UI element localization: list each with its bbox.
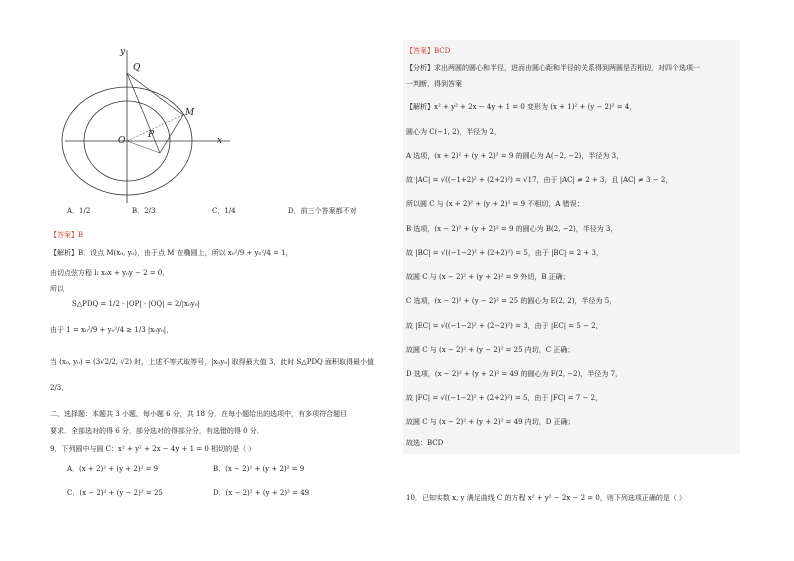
q8-solution-2: 由切点弦方程 l: x₀x + y₀y − 2 = 0， — [50, 269, 170, 277]
q9-option-c: C．(x − 2)² + (y − 2)² = 25 — [67, 489, 163, 497]
q9-line-2: A 选项，(x + 2)² + (y + 2)² = 9 的圆心为 A(−2, −2)，半径为 3， — [406, 152, 624, 160]
q9-line-12: 故 |FC| = √((−1−2)² + (2+2)²) = 5，由于 |FC| = 7 − 2， — [406, 394, 603, 402]
q8-option-c: C．1/4 — [212, 207, 236, 215]
q9-line-10: 故圆 C 与 (x − 2)² + (y − 2)² = 25 内切，C 正确； — [406, 346, 575, 354]
q8-solution-5: 由于 1 = x₀²/9 + y₀²/4 ≥ 1/3 |x₀y₀|， — [50, 326, 174, 334]
fig-label-y: y — [120, 47, 126, 57]
q8-solution-1: 【解析】B．设点 M(x₀, y₀)，由于点 M 在椭圆上，所以 x₀²/9 + y₀²/4 = 1， — [50, 249, 293, 257]
q9-line-1: 圆心为 C(−1, 2)，半径为 2， — [406, 128, 501, 136]
q9-answer: 【答案】BCD — [406, 47, 451, 55]
q9-line-7: 故圆 C 与 (x − 2)² + (y + 2)² = 9 外切，B 正确； — [406, 273, 570, 281]
q9-line-3: 故 |AC| = √((−1+2)² + (2+2)²) = √17，由于 |AC| ≠ 2 + 3，且 |AC| ≠ 3 − 2， — [406, 176, 673, 184]
q8-solution-6: 当 (x₀, y₀) = (3√2/2, √2) 时，上述不等式取等号，|x₀y₀| 取得最大值 3，此时 S△PDQ 面积取得最小值 — [50, 358, 375, 366]
q9-stem: 9．下列圆中与圆 C：x² + y² + 2x − 4y + 1 = 0 相切的是（ ） — [50, 445, 256, 453]
section-2-instructions-2: 要求．全部选对的得 6 分，部分选对的得部分分，有选错的得 0 分． — [50, 427, 264, 435]
q9-analysis-2: 一判断，得到答案 — [406, 80, 462, 88]
fig-label-O: O — [118, 136, 126, 146]
q9-option-b: B．(x − 2)² + (y + 2)² = 9 — [213, 465, 305, 473]
fig-label-M: M — [185, 108, 195, 118]
q8-solution-3: 所以 — [50, 285, 64, 293]
q9-option-a: A．(x + 2)² + (y + 2)² = 9 — [67, 465, 159, 473]
analysis-text: 【分析】求出两圆的圆心和半径，进而由圆心距和半径的关系得到两圆是否相切，对四个选项一 — [406, 64, 700, 72]
q9-line-4: 所以圆 C 与 (x + 2)² + (y + 2)² = 9 不相切，A 错误； — [406, 200, 584, 208]
q9-solution-1: 【解析】x² + y² + 2x − 4y + 1 = 0 变形为 (x + 1)² + (y − 2)² = 4， — [406, 103, 637, 111]
q8-option-b: B．2/3 — [132, 207, 156, 215]
q8-answer: 【答案】B — [50, 231, 84, 239]
q9-line-9: 故 |EC| = √((−1−2)² + (2−2)²) = 3，由于 |EC| = 5 − 2， — [406, 322, 603, 330]
section-2-instructions-1: 二、选择题：本题共 3 小题，每小题 6 分，共 18 分．在每小题给出的选项中，有多项符合题目 — [50, 410, 348, 418]
ellipse-circle-figure — [55, 45, 245, 205]
q10-stem: 10．已知实数 x, y 满足曲线 C 的方程 x² + y² − 2x − 2 = 0，则下列选项正确的是（ ） — [406, 494, 687, 502]
q9-analysis-1 — [406, 64, 700, 73]
q8-option-d: D．前三个答案都不对 — [288, 207, 357, 215]
q9-line-14: 故选：BCD — [406, 439, 444, 447]
fig-label-P: P — [148, 130, 155, 140]
q9-line-11: D 选项，(x − 2)² + (y + 2)² = 49 的圆心为 F(2, −2)，半径为 7， — [406, 370, 623, 378]
q8-solution-7: 2/3． — [50, 384, 69, 392]
fig-label-Q: Q — [133, 63, 141, 73]
q9-line-5: B 选项，(x − 2)² + (y + 2)² = 9 的圆心为 B(2, −2)，半径为 3， — [406, 225, 618, 233]
q8-option-a: A．1/2 — [67, 207, 91, 215]
q8-solution-4: S△PDQ = 1/2 · |OP| · |OQ| = 2/|x₀y₀| — [72, 300, 200, 308]
q9-line-13: 故圆 C 与 (x − 2)² + (y + 2)² = 49 内切，D 正确； — [406, 418, 575, 426]
q9-line-8: C 选项，(x − 2)² + (y − 2)² = 25 的圆心为 E(2, 2)，半径为 5， — [406, 297, 617, 305]
fig-label-x: x — [217, 136, 223, 146]
q9-option-d: D．(x − 2)² + (y + 2)² = 49 — [213, 489, 310, 497]
q9-line-6: 故 |BC| = √((−1−2)² + (2+2)²) = 5，由于 |BC| = 2 + 3， — [406, 249, 603, 257]
